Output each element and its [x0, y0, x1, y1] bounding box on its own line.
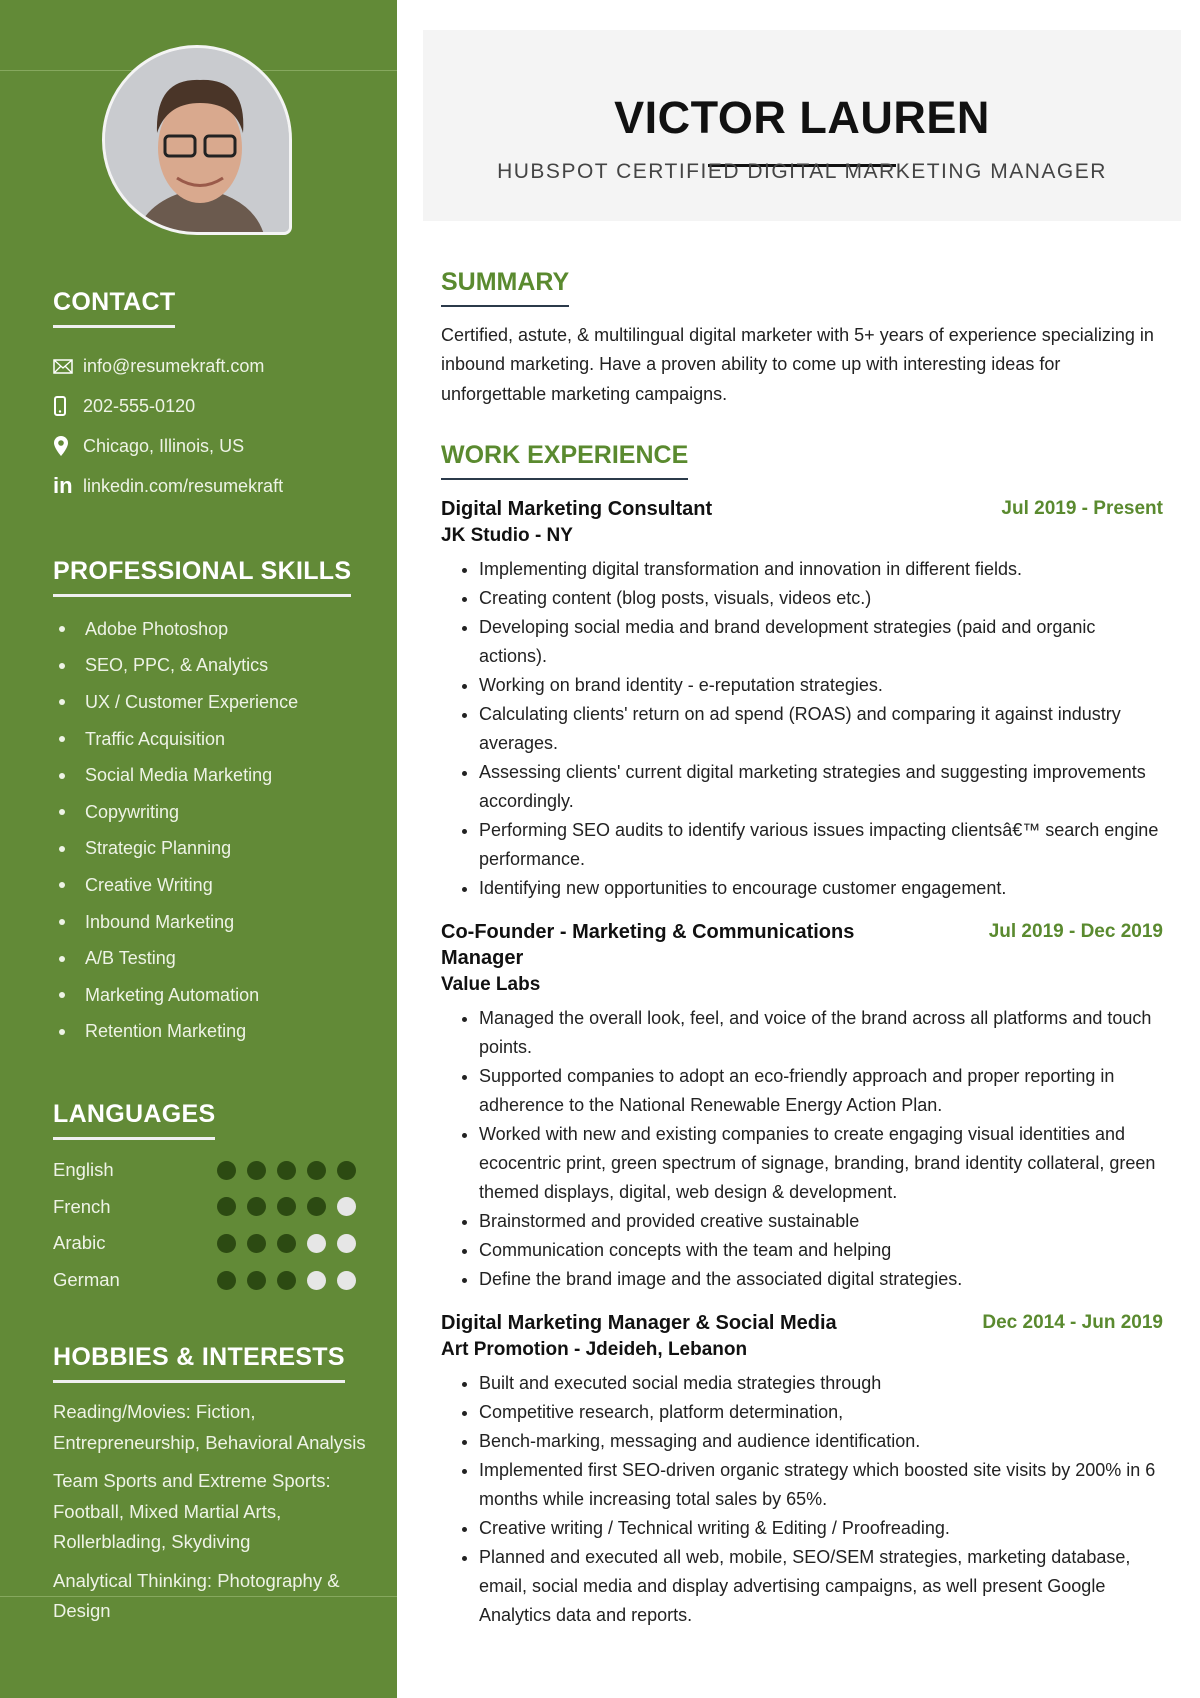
- rating-dot: [277, 1234, 296, 1253]
- job-title: Co-Founder - Marketing & Communications Manager: [441, 920, 855, 969]
- language-name: German: [53, 1269, 120, 1291]
- job-bullet: • Built and executed social media strategies through: [479, 1369, 1163, 1398]
- contact-linkedin[interactable]: [53, 466, 367, 506]
- candidate-name: VICTOR LAUREN: [614, 92, 990, 143]
- job-title: Digital Marketing Manager & Social Media: [441, 1311, 837, 1334]
- job-bullet: • Working on brand identity - e-reputation strategies.: [479, 671, 1163, 700]
- candidate-title: HUBSPOT CERTIFIED DIGITAL MARKETING MANAGER: [497, 160, 1107, 183]
- linkedin-icon: in: [53, 473, 73, 498]
- rating-dot: [247, 1197, 266, 1216]
- rating-dot: [337, 1161, 356, 1180]
- skill-item: Traffic Acquisition: [53, 721, 367, 758]
- languages-section: [53, 1100, 367, 1298]
- job-bullet: • Planned and executed all web, mobile, SEO/SEM strategies, marketing database, email, social media and display advertising campaigns, as well present Google Analytics data and reports.: [479, 1543, 1163, 1630]
- job-bullet: • Brainstormed and provided creative sustainable: [479, 1207, 1163, 1236]
- job-bullet: • Creating content (blog posts, visuals, videos etc.): [479, 584, 1163, 613]
- job-bullet: • Competitive research, platform determination,: [479, 1398, 1163, 1427]
- languages-list: [53, 1152, 367, 1298]
- job-bullet: • Identifying new opportunities to encourage customer engagement.: [479, 874, 1163, 903]
- rating-dot: [337, 1197, 356, 1216]
- job-header: [441, 1310, 1163, 1336]
- job-bullet: • Communication concepts with the team and helping: [479, 1236, 1163, 1265]
- skill-item: Creative Writing: [53, 867, 367, 904]
- rating-dot: [277, 1197, 296, 1216]
- skill-item: UX / Customer Experience: [53, 684, 367, 721]
- job-bullet: • Developing social media and brand development strategies (paid and organic actions).: [479, 613, 1163, 671]
- location-text: Chicago, Illinois, US: [83, 435, 245, 456]
- job-bullet: • Worked with new and existing companies to create engaging visual identities and ecocentric print, green spectrum of signage, branding, brand identity collateral, green themed displays, digital, web design & development.: [479, 1120, 1163, 1207]
- hobbies-list: [53, 1397, 367, 1627]
- job-entry: [441, 496, 1163, 903]
- contact-location: [53, 426, 367, 466]
- phone-text: 202-555-0120: [83, 395, 196, 416]
- language-row: [53, 1262, 367, 1299]
- job-bullet: • Creative writing / Technical writing & Editing / Proofreading.: [479, 1514, 1163, 1543]
- rating-dot: [217, 1271, 236, 1290]
- resume-header: [423, 30, 1181, 221]
- job-bullets: [441, 1004, 1163, 1294]
- job-bullet: • Supported companies to adopt an eco-friendly approach and proper reporting in adherence to the National Renewable Energy Action Plan.: [479, 1062, 1163, 1120]
- job-dates: Dec 2014 - Jun 2019: [982, 1311, 1163, 1333]
- rating-dot: [247, 1161, 266, 1180]
- language-level-rating: [217, 1271, 367, 1290]
- job-company: Value Labs: [441, 973, 541, 995]
- rating-dot: [337, 1234, 356, 1253]
- skills-list: [53, 611, 367, 1050]
- languages-heading: LANGUAGES: [53, 1100, 215, 1140]
- email-text: info@resumekraft.com: [83, 355, 265, 376]
- language-name: Arabic: [53, 1232, 106, 1254]
- job-dates: Jul 2019 - Dec 2019: [988, 920, 1163, 942]
- skill-item: Retention Marketing: [53, 1014, 367, 1051]
- rating-dot: [307, 1161, 326, 1180]
- rating-dot: [307, 1234, 326, 1253]
- skill-item: Marketing Automation: [53, 977, 367, 1014]
- rating-dot: [307, 1271, 326, 1290]
- linkedin-text: linkedin.com/resumekraft: [83, 475, 284, 496]
- skill-item: Inbound Marketing: [53, 904, 367, 941]
- contact-heading: CONTACT: [53, 288, 175, 328]
- main-content: [441, 268, 1163, 1630]
- language-level-rating: [217, 1234, 367, 1253]
- job-entry: [441, 1310, 1163, 1630]
- job-bullet: • Implementing digital transformation and innovation in different fields.: [479, 555, 1163, 584]
- contact-email[interactable]: [53, 346, 367, 386]
- skill-item: SEO, PPC, & Analytics: [53, 648, 367, 685]
- hobbies-section: [53, 1343, 367, 1635]
- job-bullets: [441, 1369, 1163, 1630]
- hobby-item: Team Sports and Extreme Sports: Football, Mixed Martial Arts, Rollerblading, Skydiving: [53, 1470, 331, 1552]
- job-dates: Jul 2019 - Present: [1001, 497, 1163, 519]
- job-bullet: • Performing SEO audits to identify various issues impacting clientsâ€™ search engine performance.: [479, 816, 1163, 874]
- job-bullet: • Assessing clients' current digital marketing strategies and suggesting improvements accordingly.: [479, 758, 1163, 816]
- job-entry: [441, 919, 1163, 1294]
- job-bullets: [441, 555, 1163, 903]
- hobbies-heading: HOBBIES & INTERESTS: [53, 1343, 345, 1383]
- profile-photo: [102, 45, 292, 235]
- rating-dot: [217, 1234, 236, 1253]
- work-heading: WORK EXPERIENCE: [441, 441, 688, 480]
- rating-dot: [307, 1197, 326, 1216]
- rating-dot: [277, 1161, 296, 1180]
- skill-item: Social Media Marketing: [53, 757, 367, 794]
- language-row: [53, 1189, 367, 1226]
- summary-heading: SUMMARY: [441, 268, 569, 307]
- skill-item: Strategic Planning: [53, 831, 367, 868]
- language-row: [53, 1152, 367, 1189]
- contact-section: [53, 288, 367, 506]
- summary-text: Certified, astute, & multilingual digital marketer with 5+ years of experience specializing in inbound marketing. Have a proven ability to come up with interesting ideas for unforgettable marketing campaigns.: [441, 325, 1154, 404]
- job-company: Art Promotion - Jdeideh, Lebanon: [441, 1338, 748, 1360]
- skill-item: Adobe Photoshop: [53, 611, 367, 648]
- job-bullet: • Managed the overall look, feel, and voice of the brand across all platforms and touch points.: [479, 1004, 1163, 1062]
- job-company: JK Studio - NY: [441, 524, 573, 546]
- rating-dot: [337, 1271, 356, 1290]
- rating-dot: [217, 1161, 236, 1180]
- skill-item: A/B Testing: [53, 940, 367, 977]
- location-pin-icon: [53, 435, 83, 457]
- job-bullet: • Bench-marking, messaging and audience identification.: [479, 1427, 1163, 1456]
- rating-dot: [277, 1271, 296, 1290]
- rating-dot: [247, 1234, 266, 1253]
- language-row: [53, 1225, 367, 1262]
- phone-icon: [53, 396, 83, 416]
- skills-section: [53, 557, 367, 1050]
- job-title: Digital Marketing Consultant: [441, 497, 713, 520]
- language-name: English: [53, 1159, 114, 1181]
- skill-item: Copywriting: [53, 794, 367, 831]
- skills-heading: PROFESSIONAL SKILLS: [53, 557, 351, 597]
- rating-dot: [217, 1197, 236, 1216]
- hobby-item: Reading/Movies: Fiction, Entrepreneurship, Behavioral Analysis: [53, 1401, 366, 1453]
- work-list: [441, 496, 1163, 1630]
- language-level-rating: [217, 1161, 367, 1180]
- sidebar: [0, 0, 397, 1698]
- job-bullet: • Define the brand image and the associated digital strategies.: [479, 1265, 1163, 1294]
- divider: [0, 1596, 397, 1597]
- job-header: [441, 496, 1163, 522]
- envelope-icon: [53, 359, 83, 374]
- language-level-rating: [217, 1197, 367, 1216]
- job-bullet: • Calculating clients' return on ad spend (ROAS) and comparing it against industry averages.: [479, 700, 1163, 758]
- rating-dot: [247, 1271, 266, 1290]
- job-header: [441, 919, 1163, 971]
- language-name: French: [53, 1195, 111, 1217]
- contact-phone: [53, 386, 367, 426]
- hobby-item: Analytical Thinking: Photography & Design: [53, 1569, 340, 1621]
- job-bullet: • Implemented first SEO-driven organic strategy which boosted site visits by 200% in 6 months while increasing total sales by 65%.: [479, 1456, 1163, 1514]
